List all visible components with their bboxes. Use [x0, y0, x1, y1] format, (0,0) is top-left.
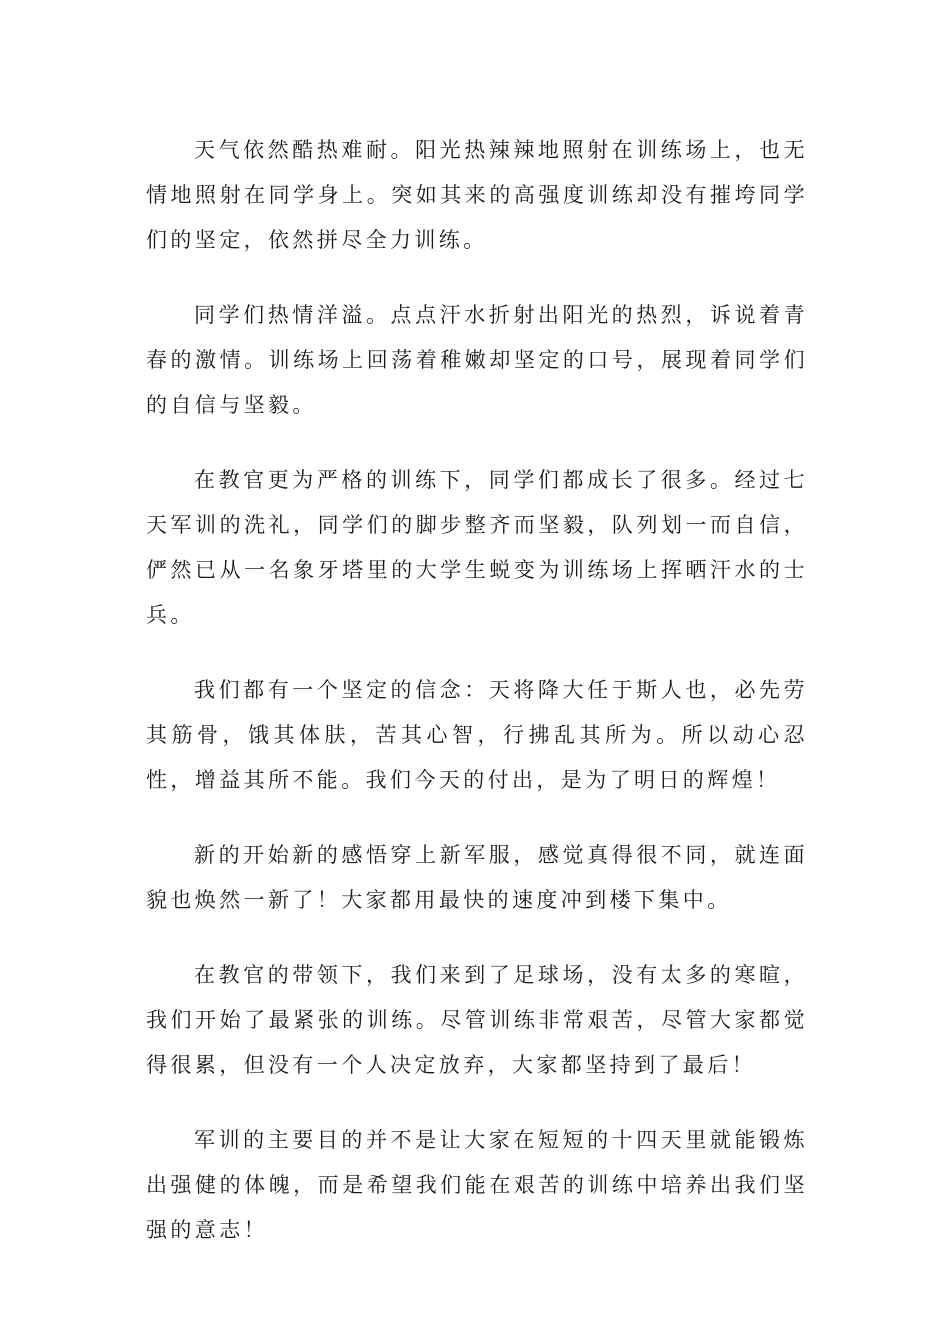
paragraph-3: 在教官更为严格的训练下，同学们都成长了很多。经过七天军训的洗礼，同学们的脚步整齐而坚毅，队列划一而自信，俨然已从一名象牙塔里的大学生蜕变为训练场上挥晒汗水的士兵。: [146, 468, 808, 627]
document-body: [146, 128, 808, 1283]
paragraph-1: 天气依然酷热难耐。阳光热辣辣地照射在训练场上，也无情地照射在同学身上。突如其来的高强度训练却没有摧垮同学们的坚定，依然拼尽全力训练。: [146, 138, 808, 252]
paragraph-2: 同学们热情洋溢。点点汗水折射出阳光的热烈，诉说着青春的激情。训练场上回荡着稚嫩却坚定的口号，展现着同学们的自信与坚毅。: [146, 303, 808, 417]
paragraph-5: 新的开始新的感悟穿上新军服，感觉真得很不同，就连面貌也焕然一新了！大家都用最快的速度冲到楼下集中。: [146, 843, 808, 912]
paragraph-6: 在教官的带领下，我们来到了足球场，没有太多的寒暄，我们开始了最紧张的训练。尽管训练非常艰苦，尽管大家都觉得很累，但没有一个人决定放弃，大家都坚持到了最后！: [146, 963, 808, 1077]
paragraph-7: 军训的主要目的并不是让大家在短短的十四天里就能锻炼出强健的体魄，而是希望我们能在艰苦的训练中培养出我们坚强的意志！: [146, 1128, 808, 1242]
paragraph-4: 我们都有一个坚定的信念：天将降大任于斯人也，必先劳其筋骨，饿其体肤，苦其心智，行拂乱其所为。所以动心忍性，增益其所不能。我们今天的付出，是为了明日的辉煌！: [146, 678, 808, 792]
